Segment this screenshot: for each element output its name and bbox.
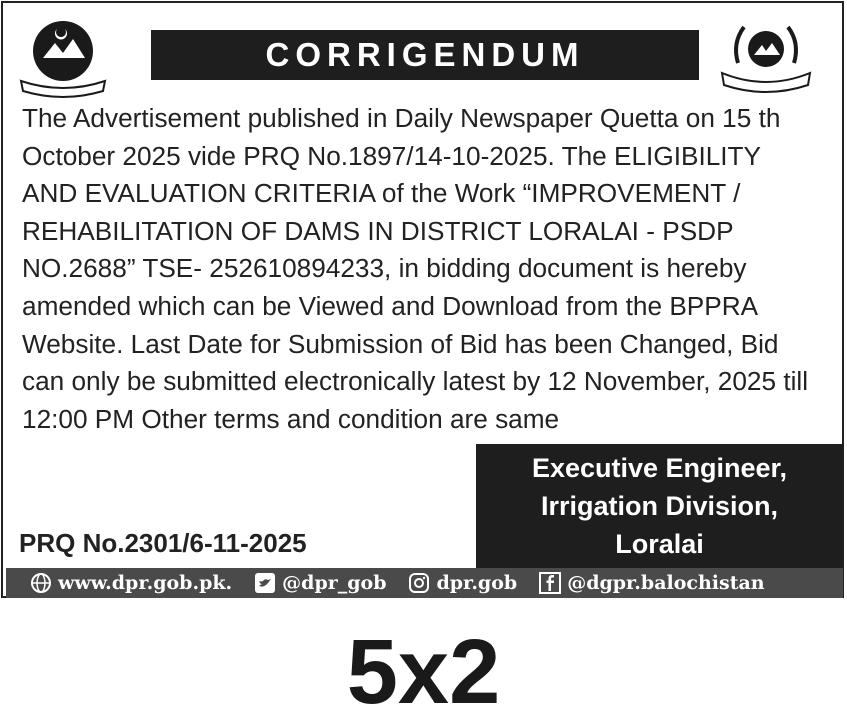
footer-facebook[interactable] (539, 572, 764, 594)
body-line: The Advertisement published in Daily Newspaper Quetta on 15 th (22, 103, 781, 133)
footer-twitter[interactable] (254, 572, 386, 594)
twitter-text: @dpr_gob (282, 572, 387, 594)
globe-icon (30, 572, 52, 594)
footer-instagram[interactable] (408, 572, 517, 594)
dgpr-emblem-right (718, 13, 814, 103)
twitter-icon (254, 572, 276, 594)
corrigendum-title: CORRIGENDUM (151, 30, 699, 80)
instagram-text: dpr.gob (436, 572, 518, 594)
body-line: Website. Last Date for Submission of Bid has been Changed, Bid (22, 328, 779, 359)
advertisement (1, 1, 844, 598)
signatory-division: Irrigation Division, (540, 491, 779, 521)
contact-footer (6, 568, 843, 598)
facebook-text: @dgpr.balochistan (567, 572, 765, 594)
website-text: www.dpr.gob.pk. (58, 572, 233, 594)
notice-body (22, 100, 830, 438)
body-line: can only be submitted electronically latest by 12 November, 2025 till (22, 366, 809, 397)
body-line: amended which can be Viewed and Download from the BPPRA (22, 290, 759, 321)
signatory-title: Executive Engineer, (531, 453, 788, 483)
body-line: 12:00 PM Other terms and condition are same (22, 403, 560, 434)
prq-number: PRQ No.2301/6-11-2025 (19, 528, 307, 558)
facebook-icon (539, 572, 561, 594)
body-line: REHABILITATION OF DAMS IN DISTRICT LORALAI - PSDP (22, 215, 734, 246)
body-line: October 2025 vide PRQ No.1897/14-10-2025. The ELIGIBILITY (22, 140, 762, 171)
balochistan-emblem-left (15, 13, 111, 103)
body-line: AND EVALUATION CRITERIA of the Work “IMPROVEMENT / (22, 178, 741, 209)
instagram-icon (408, 572, 430, 594)
signatory-box (476, 444, 843, 568)
signatory-location: Loralai (615, 529, 704, 559)
body-line: NO.2688” TSE- 252610894233, in bidding document is hereby (22, 253, 747, 284)
footer-website[interactable] (30, 572, 232, 594)
ad-size-label: 5x2 (346, 621, 501, 723)
